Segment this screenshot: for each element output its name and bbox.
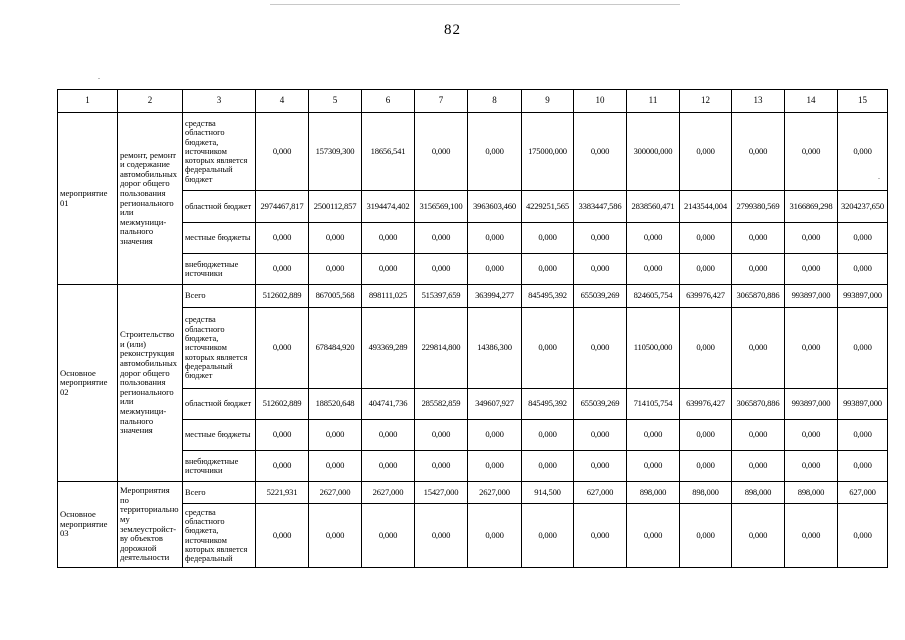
amount-cell: 0,000 [838,254,888,285]
measure-label: мероприятие 01 [58,113,118,285]
amount-cell: 898111,025 [362,285,415,308]
column-header: 4 [256,90,309,113]
amount-cell: 0,000 [574,420,627,451]
amount-cell: 0,000 [256,113,309,191]
funding-source: средства областного бюджета, источником которых является федеральный бюджет [183,308,256,389]
funding-source: средства областного бюджета, источником которых является федеральный бюджет [183,113,256,191]
amount-cell: 0,000 [415,223,468,254]
amount-cell: 0,000 [468,223,522,254]
amount-cell: 0,000 [309,420,362,451]
amount-cell: 512602,889 [256,285,309,308]
amount-cell: 0,000 [627,504,680,568]
amount-cell: 515397,659 [415,285,468,308]
table-row [58,308,888,389]
amount-cell: 639976,427 [680,285,732,308]
amount-cell: 0,000 [680,223,732,254]
amount-cell: 0,000 [468,451,522,482]
amount-cell: 0,000 [574,451,627,482]
amount-cell: 2627,000 [309,482,362,504]
amount-cell: 14386,300 [468,308,522,389]
amount-cell: 0,000 [256,223,309,254]
amount-cell: 404741,736 [362,389,415,420]
amount-cell: 845495,392 [522,389,574,420]
amount-cell: 2799380,569 [732,191,785,223]
amount-cell: 0,000 [838,504,888,568]
table-row [58,504,888,568]
table-row [58,254,888,285]
measure-description: Мероприятия по территориально му землеустройст-ву объектов дорожной деятельности [118,482,183,568]
amount-cell: 2974467,817 [256,191,309,223]
column-header: 2 [118,90,183,113]
amount-cell: 845495,392 [522,285,574,308]
amount-cell: 0,000 [468,504,522,568]
amount-cell: 993897,000 [785,389,838,420]
amount-cell: 0,000 [468,420,522,451]
amount-cell: 0,000 [785,113,838,191]
funding-source: Всего [183,285,256,308]
amount-cell: 993897,000 [838,389,888,420]
amount-cell: 898,000 [785,482,838,504]
amount-cell: 0,000 [468,113,522,191]
column-header: 1 [58,90,118,113]
amount-cell: 0,000 [468,254,522,285]
amount-cell: 2838560,471 [627,191,680,223]
amount-cell: 0,000 [522,308,574,389]
amount-cell: 0,000 [522,451,574,482]
amount-cell: 655039,269 [574,285,627,308]
amount-cell: 0,000 [415,504,468,568]
amount-cell: 0,000 [785,504,838,568]
amount-cell: 0,000 [838,223,888,254]
amount-cell: 0,000 [522,223,574,254]
amount-cell: 0,000 [309,504,362,568]
column-header: 3 [183,90,256,113]
amount-cell: 0,000 [732,223,785,254]
table-row [58,223,888,254]
amount-cell: 493369,289 [362,308,415,389]
amount-cell: 0,000 [574,254,627,285]
amount-cell: 0,000 [256,504,309,568]
column-header: 5 [309,90,362,113]
measure-description: Строительство и (или) реконструкция автомобильных дорог общего пользования регионального или межмуници-пального значения [118,285,183,482]
column-header: 13 [732,90,785,113]
amount-cell: 0,000 [732,254,785,285]
column-header: 9 [522,90,574,113]
amount-cell: 898,000 [732,482,785,504]
amount-cell: 110500,000 [627,308,680,389]
table-row [58,420,888,451]
amount-cell: 0,000 [680,420,732,451]
column-header: 15 [838,90,888,113]
column-header: 7 [415,90,468,113]
amount-cell: 0,000 [574,113,627,191]
table-row [58,113,888,191]
amount-cell: 0,000 [785,223,838,254]
amount-cell: 0,000 [256,254,309,285]
amount-cell: 0,000 [627,451,680,482]
table-row [58,389,888,420]
amount-cell: 0,000 [309,223,362,254]
amount-cell: 627,000 [574,482,627,504]
amount-cell: 0,000 [838,308,888,389]
amount-cell: 349607,927 [468,389,522,420]
amount-cell: 175000,000 [522,113,574,191]
budget-table [57,89,888,568]
amount-cell: 898,000 [680,482,732,504]
column-header: 6 [362,90,415,113]
column-header: 8 [468,90,522,113]
amount-cell: 2500112,857 [309,191,362,223]
amount-cell: 0,000 [785,451,838,482]
amount-cell: 0,000 [522,504,574,568]
amount-cell: 627,000 [838,482,888,504]
amount-cell: 0,000 [574,223,627,254]
column-header: 10 [574,90,627,113]
measure-label: Основное мероприятие 03 [58,482,118,568]
amount-cell: 2627,000 [468,482,522,504]
amount-cell: 3156569,100 [415,191,468,223]
amount-cell: 824605,754 [627,285,680,308]
amount-cell: 4229251,565 [522,191,574,223]
column-header: 12 [680,90,732,113]
amount-cell: 0,000 [838,420,888,451]
amount-cell: 5221,931 [256,482,309,504]
amount-cell: 0,000 [732,504,785,568]
amount-cell: 0,000 [256,308,309,389]
amount-cell: 0,000 [574,308,627,389]
amount-cell: 0,000 [732,308,785,389]
table-row [58,451,888,482]
measure-description: ремонт, ремонт и содержание автомобильных дорог общего пользования регионального или межмуници-пального значения [118,113,183,285]
amount-cell: 18656,541 [362,113,415,191]
amount-cell: 0,000 [362,254,415,285]
amount-cell: 898,000 [627,482,680,504]
amount-cell: 0,000 [362,451,415,482]
amount-cell: 0,000 [680,451,732,482]
amount-cell: 15427,000 [415,482,468,504]
amount-cell: 0,000 [309,254,362,285]
amount-cell: 0,000 [785,308,838,389]
amount-cell: 3963603,460 [468,191,522,223]
amount-cell: 0,000 [415,254,468,285]
amount-cell: 993897,000 [838,285,888,308]
amount-cell: 0,000 [785,420,838,451]
amount-cell: 188520,648 [309,389,362,420]
amount-cell: 0,000 [732,451,785,482]
amount-cell: 0,000 [732,113,785,191]
amount-cell: 0,000 [574,504,627,568]
scan-top-edge [270,4,680,5]
funding-source: местные бюджеты [183,420,256,451]
amount-cell: 157309,300 [309,113,362,191]
amount-cell: 3166869,298 [785,191,838,223]
funding-source: Всего [183,482,256,504]
amount-cell: 0,000 [522,420,574,451]
amount-cell: 0,000 [785,254,838,285]
amount-cell: 0,000 [680,113,732,191]
funding-source: внебюджетные источники [183,451,256,482]
amount-cell: 0,000 [627,254,680,285]
funding-source: местные бюджеты [183,223,256,254]
amount-cell: 0,000 [415,451,468,482]
amount-cell: 0,000 [362,420,415,451]
amount-cell: 0,000 [680,254,732,285]
amount-cell: 0,000 [732,420,785,451]
amount-cell: 3194474,402 [362,191,415,223]
amount-cell: 512602,889 [256,389,309,420]
amount-cell: 914,500 [522,482,574,504]
amount-cell: 285582,859 [415,389,468,420]
amount-cell: 229814,800 [415,308,468,389]
amount-cell: 0,000 [522,254,574,285]
funding-source: областной бюджет [183,389,256,420]
amount-cell: 0,000 [838,451,888,482]
amount-cell: 867005,568 [309,285,362,308]
amount-cell: 0,000 [256,420,309,451]
scan-speck [98,78,100,79]
amount-cell: 0,000 [680,504,732,568]
amount-cell: 993897,000 [785,285,838,308]
amount-cell: 3065870,886 [732,389,785,420]
amount-cell: 0,000 [627,420,680,451]
amount-cell: 0,000 [415,113,468,191]
amount-cell: 2143544,004 [680,191,732,223]
table-row [58,191,888,223]
funding-source: областной бюджет [183,191,256,223]
amount-cell: 363994,277 [468,285,522,308]
amount-cell: 2627,000 [362,482,415,504]
funding-source: внебюджетные источники [183,254,256,285]
amount-cell: 678484,920 [309,308,362,389]
amount-cell: 3204237,650 [838,191,888,223]
page-number: 82 [444,22,461,38]
amount-cell: 0,000 [362,223,415,254]
amount-cell: 300000,000 [627,113,680,191]
amount-cell: 0,000 [415,420,468,451]
amount-cell: 714105,754 [627,389,680,420]
funding-source: средства областного бюджета, источником которых является федеральный [183,504,256,568]
amount-cell: 3065870,886 [732,285,785,308]
amount-cell: 0,000 [309,451,362,482]
header-row [58,90,888,113]
table-row [58,285,888,308]
amount-cell: 0,000 [362,504,415,568]
amount-cell: 639976,427 [680,389,732,420]
table-row [58,482,888,504]
amount-cell: 0,000 [627,223,680,254]
amount-cell: 0,000 [838,113,888,191]
column-header: 14 [785,90,838,113]
amount-cell: 0,000 [680,308,732,389]
measure-label: Основное мероприятие 02 [58,285,118,482]
column-header: 11 [627,90,680,113]
amount-cell: 0,000 [256,451,309,482]
amount-cell: 3383447,586 [574,191,627,223]
amount-cell: 655039,269 [574,389,627,420]
